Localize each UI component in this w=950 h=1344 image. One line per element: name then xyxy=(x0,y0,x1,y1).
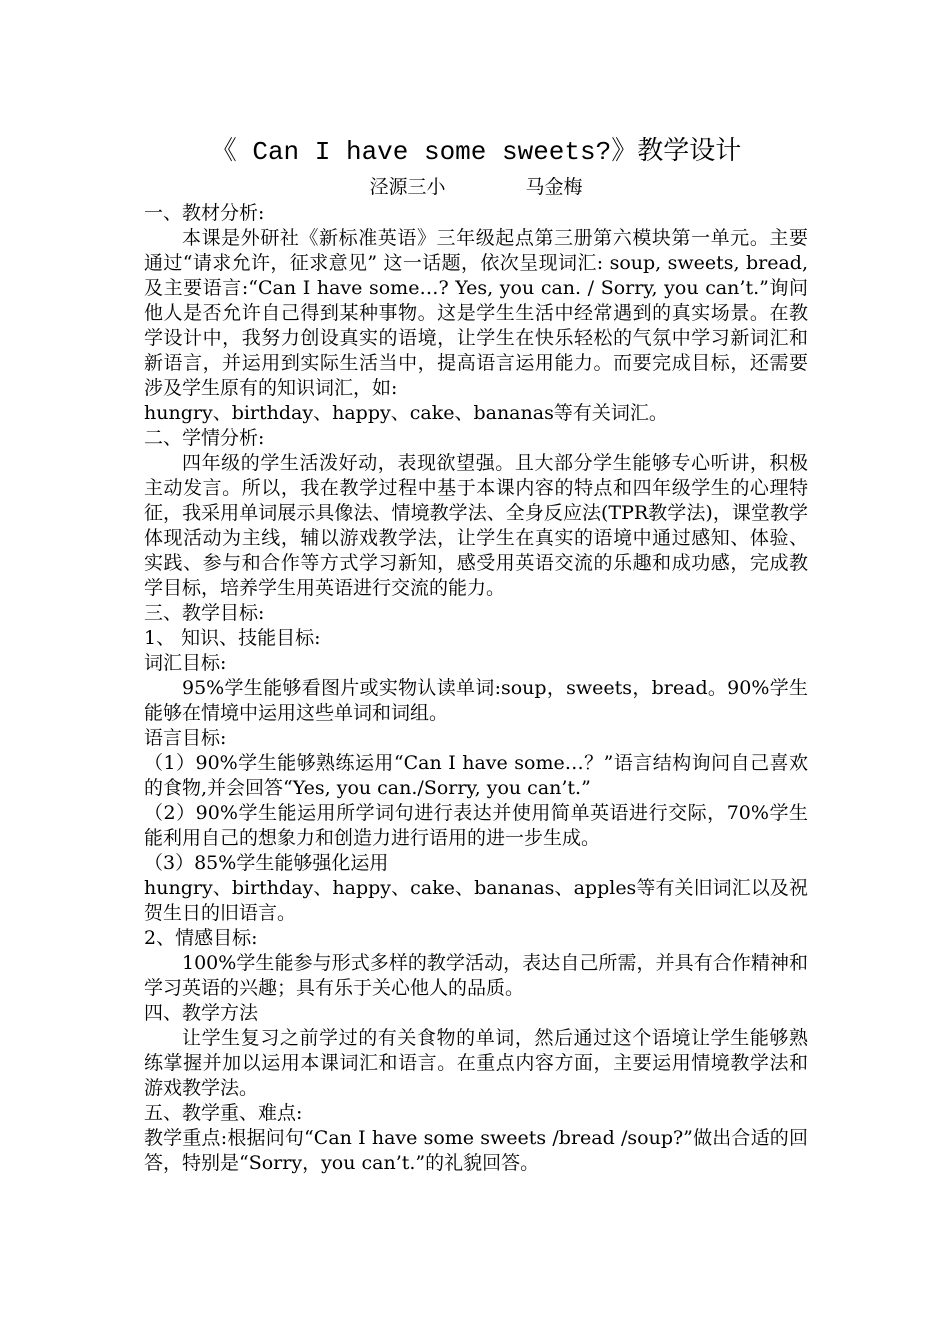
language-goal-3-continued: hungry、birthday、happy、cake、bananas、apples等有关旧词汇以及祝贺生日的旧语言。 xyxy=(144,877,808,924)
section-1-paragraph: 本课是外研社《新标准英语》三年级起点第三册第六模块第一单元。主要通过“请求允许，征求意见” 这一话题，依次呈现词汇: soup, sweets, bread, 及主要语言:“Can I have some…? Yes, you can. / Sorry, you can’t.”询问他人是否允许自己得到某种事物。这是学生生活中经常遇到的真实场景。在教学设计中，我努力创设真实的语境，让学生在快乐轻松的气氛中学习新词汇和新语言，并运用到实际生活当中，提高语言运用能力。而要完成目标，还需要涉及学生原有的知识词汇，如: xyxy=(144,227,808,399)
section-3-subheading-knowledge: 1、 知识、技能目标: xyxy=(144,627,321,649)
section-3-heading: 三、教学目标: xyxy=(144,602,265,624)
vocab-goal-paragraph: 95%学生能够看图片或实物认读单词:soup，sweets，bread。90%学生能够在情境中运用这些单词和词组。 xyxy=(144,677,808,724)
author-school: 泾源三小 xyxy=(369,176,446,198)
language-goal-2: （2）90%学生能运用所学词句进行表达并使用简单英语进行交际，70%学生能利用自己的想象力和创造力进行语用的进一步生成。 xyxy=(144,802,808,849)
section-5-paragraph: 教学重点:根据问句“Can I have some sweets /bread /soup?”做出合适的回答，特别是“Sorry，you can’t.”的礼貌回答。 xyxy=(144,1127,808,1174)
language-goal-3: （3）85%学生能够强化运用 xyxy=(144,852,389,874)
section-5-heading: 五、教学重、难点: xyxy=(144,1102,303,1124)
language-goal-heading: 语言目标: xyxy=(144,727,227,749)
section-1-heading: 一、教材分析: xyxy=(144,202,265,224)
vocab-goal-heading: 词汇目标: xyxy=(144,652,227,674)
title-english: 《 Can I have some sweets?》 xyxy=(210,137,638,167)
title-chinese: 教学设计 xyxy=(637,136,742,166)
document-body xyxy=(144,134,808,1176)
section-2-heading: 二、学情分析: xyxy=(144,427,265,449)
language-goal-1: （1）90%学生能够熟练运用“Can I have some…？”语言结构询问自己喜欢的食物,并会回答“Yes, you can./Sorry, you can’t.” xyxy=(144,752,808,799)
document-title xyxy=(144,134,808,169)
section-4-heading: 四、教学方法 xyxy=(144,1002,259,1024)
section-2-paragraph: 四年级的学生活泼好动，表现欲望强。且大部分学生能够专心听讲，积极主动发言。所以，我在教学过程中基于本课内容的特点和四年级学生的心理特征，我采用单词展示具像法、情境教学法、全身反应法(TPR教学法)，课堂教学体现活动为主线，辅以游戏教学法，让学生在真实的语境中通过感知、体验、实践、参与和合作等方式学习新知，感受用英语交流的乐趣和成功感，完成教学目标，培养学生用英语进行交流的能力。 xyxy=(144,452,808,599)
author-line xyxy=(144,175,808,199)
author-name: 马金梅 xyxy=(525,176,583,198)
section-1-vocab-line: hungry、birthday、happy、cake、bananas等有关词汇。 xyxy=(144,402,668,424)
section-3-subheading-emotion: 2、情感目标: xyxy=(144,927,258,949)
section-4-paragraph: 让学生复习之前学过的有关食物的单词，然后通过这个语境让学生能够熟练掌握并加以运用本课词汇和语言。在重点内容方面，主要运用情境教学法和游戏教学法。 xyxy=(144,1027,808,1099)
emotion-goal-paragraph: 100%学生能参与形式多样的教学活动，表达自己所需，并具有合作精神和学习英语的兴趣；具有乐于关心他人的品质。 xyxy=(144,952,808,999)
